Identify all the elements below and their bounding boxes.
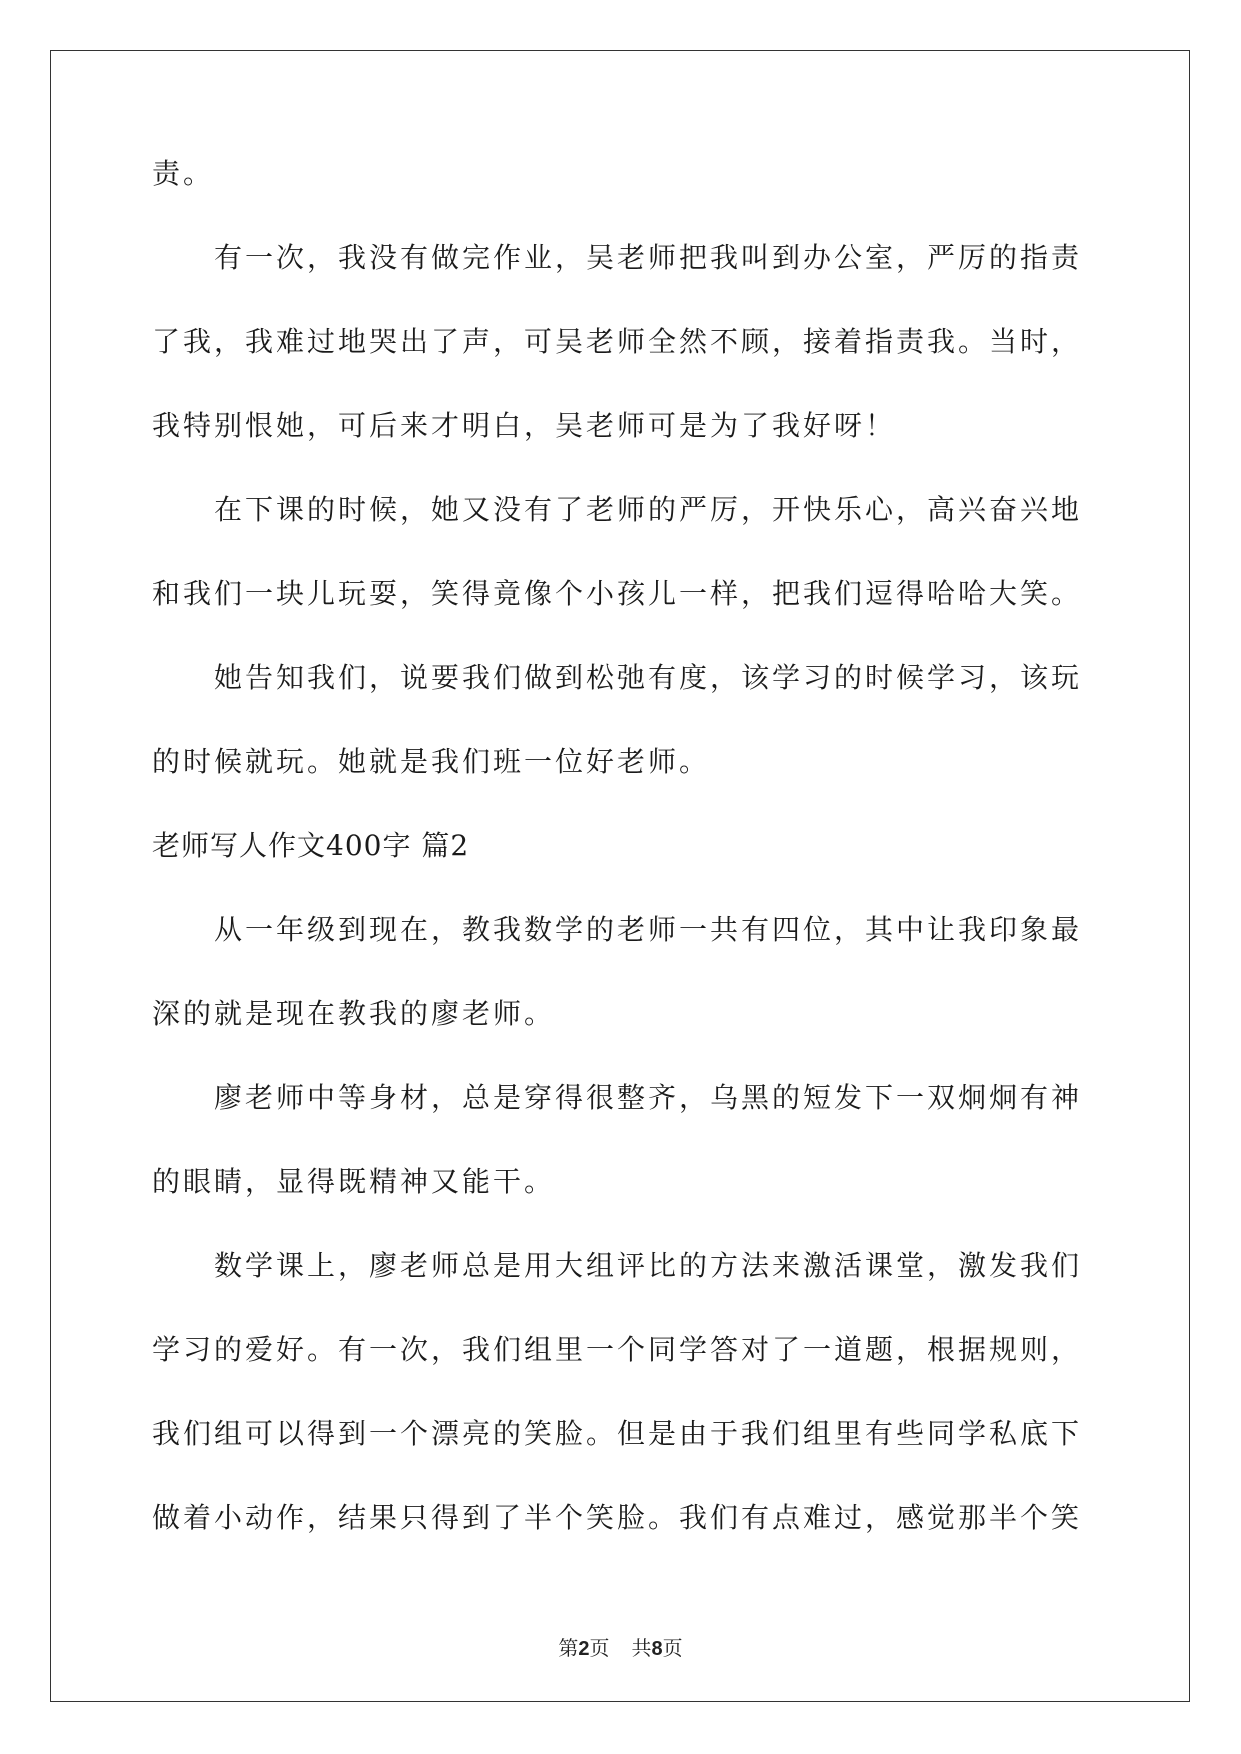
text-line: 学习的爱好。有一次，我们组里一个同学答对了一道题，根据规则，	[152, 1333, 1083, 1366]
paragraph-start-line: 她告知我们，说要我们做到松弛有度，该学习的时候学习，该玩	[214, 661, 1083, 694]
document-body	[152, 157, 1087, 1560]
page-footer	[0, 1632, 1241, 1661]
text-line: 和我们一块儿玩耍，笑得竟像个小孩儿一样，把我们逗得哈哈大笑。	[152, 577, 1083, 610]
text-line: 我们组可以得到一个漂亮的笑脸。但是由于我们组里有些同学私底下	[152, 1417, 1083, 1450]
text-line: 的眼睛，显得既精神又能干。	[152, 1165, 556, 1198]
total-pages: 8	[651, 1638, 663, 1660]
paragraph-start-line: 在下课的时候，她又没有了老师的严厉，开快乐心，高兴奋兴地	[214, 493, 1083, 526]
total-suffix: 页	[662, 1636, 683, 1660]
text-line: 我特别恨她，可后来才明白，吴老师可是为了我好呀！	[152, 409, 897, 442]
page-number: 2	[578, 1638, 590, 1660]
text-line: 的时候就玩。她就是我们班一位好老师。	[152, 745, 711, 778]
section-heading: 老师写人作文400字 篇2	[152, 829, 470, 862]
paragraph-start-line: 有一次，我没有做完作业，吴老师把我叫到办公室，严厉的指责	[214, 241, 1083, 274]
page-suffix: 页	[589, 1636, 610, 1660]
page-prefix: 第	[558, 1636, 579, 1660]
text-line: 深的就是现在教我的廖老师。	[152, 997, 556, 1030]
paragraph-start-line: 从一年级到现在，教我数学的老师一共有四位，其中让我印象最	[214, 913, 1083, 946]
total-prefix: 共	[631, 1636, 652, 1660]
text-line: 责。	[152, 157, 215, 190]
text-line: 了我，我难过地哭出了声，可吴老师全然不顾，接着指责我。当时，	[152, 325, 1083, 358]
paragraph-start-line: 数学课上，廖老师总是用大组评比的方法来激活课堂，激发我们	[214, 1249, 1083, 1282]
paragraph-start-line: 廖老师中等身材，总是穿得很整齐，乌黑的短发下一双炯炯有神	[214, 1081, 1083, 1114]
text-line: 做着小动作，结果只得到了半个笑脸。我们有点难过，感觉那半个笑	[152, 1501, 1083, 1534]
